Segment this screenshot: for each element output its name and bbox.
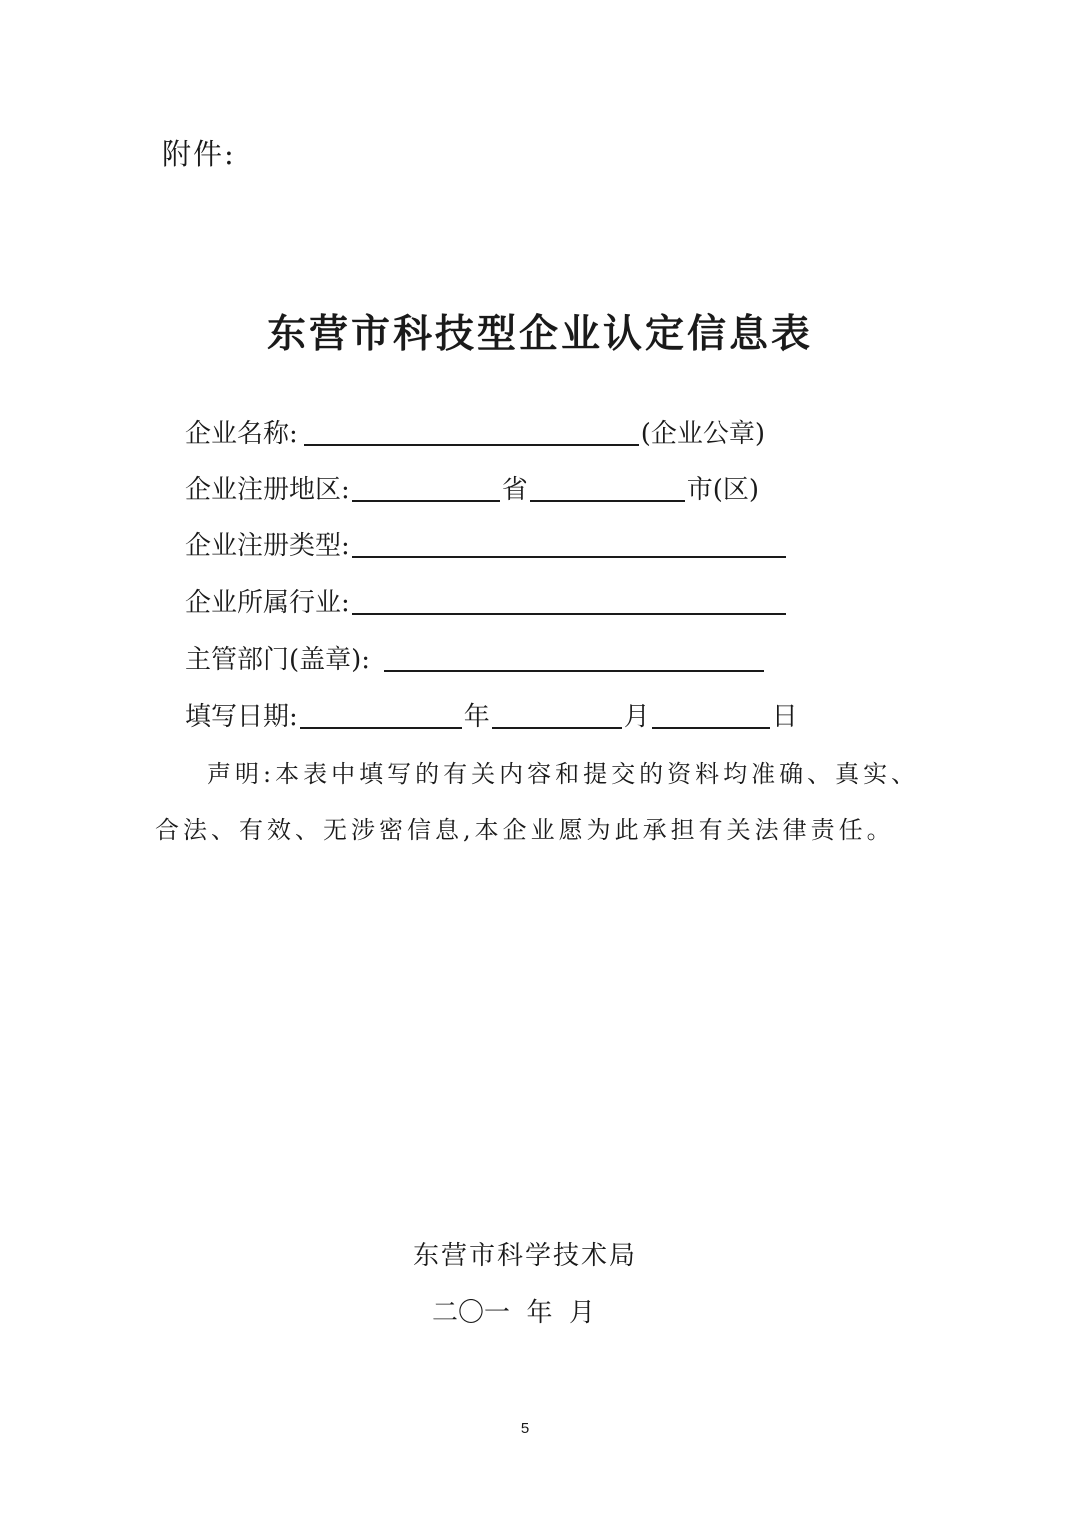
reg-type-field[interactable] (352, 526, 786, 558)
page-number: 5 (520, 1420, 530, 1437)
company-name-row (185, 410, 765, 450)
issue-date: 二〇一 年 月 (432, 1298, 596, 1328)
industry-row (185, 579, 788, 619)
industry-field[interactable] (352, 583, 786, 615)
statement-line-1: 声明:本表中填写的有关内容和提交的资料均准确、真实、 (207, 760, 920, 788)
day-unit: 日 (771, 702, 798, 732)
month-unit: 月 (623, 702, 650, 732)
statement-line-2: 合法、有效、无涉密信息,本企业愿为此承担有关法律责任。 (155, 816, 895, 844)
day-field[interactable] (652, 697, 770, 729)
company-name-label: 企业名称: (185, 419, 298, 449)
city-unit: 市(区) (686, 475, 760, 505)
company-name-field[interactable] (304, 414, 639, 446)
reg-type-row (185, 522, 788, 562)
year-unit: 年 (463, 702, 490, 732)
department-field[interactable] (384, 640, 764, 672)
province-unit: 省 (501, 475, 528, 505)
fill-date-label: 填写日期: (185, 702, 298, 732)
reg-type-label: 企业注册类型: (185, 531, 350, 561)
department-label: 主管部门(盖章): (185, 645, 371, 675)
department-row (185, 636, 766, 676)
region-row (185, 466, 759, 506)
fill-date-row (185, 693, 798, 733)
month-field[interactable] (492, 697, 622, 729)
city-field[interactable] (530, 470, 685, 502)
province-field[interactable] (352, 470, 500, 502)
form-title: 东营市科技型企业认定信息表 (266, 311, 813, 357)
region-label: 企业注册地区: (185, 475, 350, 505)
attachment-label: 附件: (162, 137, 236, 171)
industry-label: 企业所属行业: (185, 588, 350, 618)
issuing-organization: 东营市科学技术局 (412, 1241, 637, 1271)
company-seal-note: (企业公章) (640, 419, 766, 449)
year-field[interactable] (300, 697, 462, 729)
